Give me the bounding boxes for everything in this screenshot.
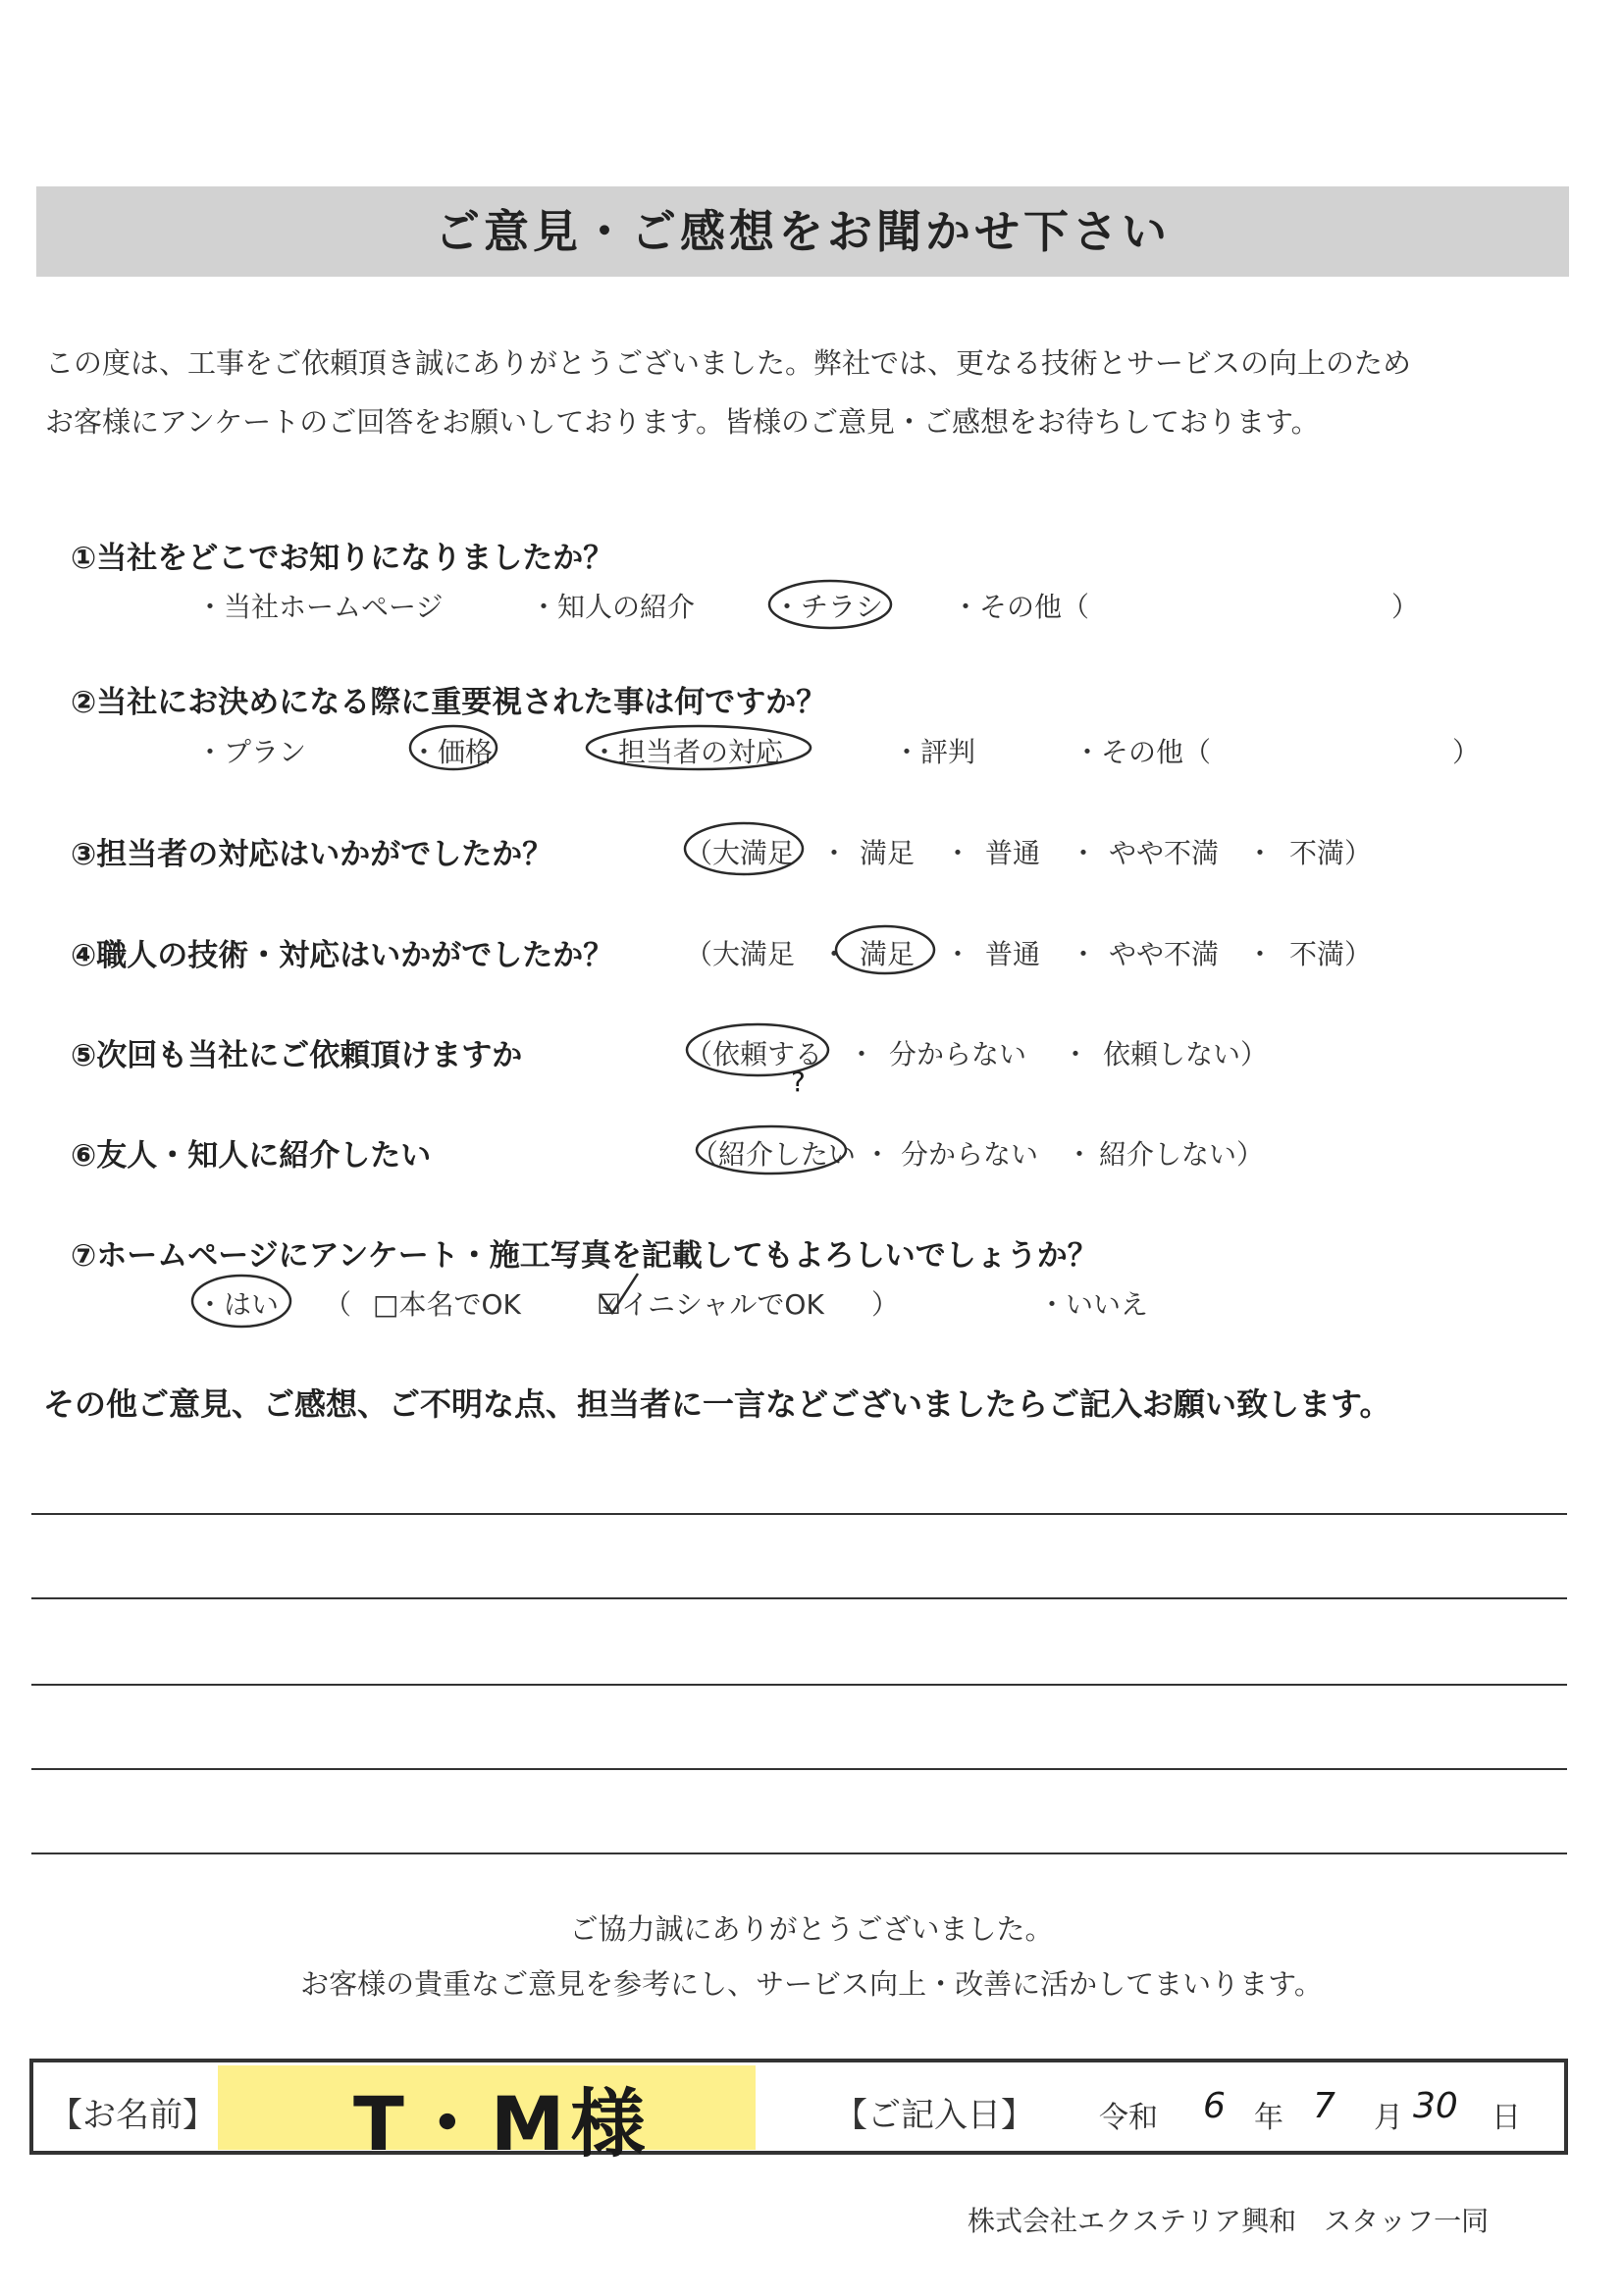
question-7-label: ⑦ホームページにアンケート・施工写真を記載してもよろしいでしょうか？ (71, 1238, 1098, 1274)
date-day[interactable]: 30 (1413, 2086, 1458, 2126)
date-era: 令和 (1099, 2101, 1158, 2135)
intro-line-2: お客様にアンケートのご回答をお願いしております。皆様のご意見・ご感想をお待ちしております。 (45, 405, 1320, 439)
circle-q5-will-request (687, 1024, 828, 1075)
date-year[interactable]: 6 (1203, 2086, 1226, 2126)
q3-separator-4: ・ (1246, 837, 1275, 869)
q4-separator-2: ・ (944, 938, 972, 970)
circle-q3-very-satisfied (685, 823, 803, 874)
page-title: ご意見・ご感想をお聞かせ下さい (36, 186, 1569, 277)
date-month[interactable]: 7 (1313, 2086, 1335, 2126)
q4-separator-4: ・ (1246, 938, 1275, 970)
q5-separator-2: ・ (1062, 1038, 1090, 1070)
name-label: 【お名前】 (49, 2096, 216, 2135)
q5-separator-1: ・ (848, 1038, 876, 1070)
name-value[interactable]: T・M様 (353, 2080, 652, 2167)
circle-q4-satisfied (836, 926, 934, 973)
date-day-unit: 日 (1492, 2101, 1521, 2135)
q5-option-will-request[interactable]: （依頼する (685, 1038, 823, 1070)
circle-q2-price (410, 726, 497, 769)
q6-option-will-not-refer[interactable]: 紹介しない） (1099, 1138, 1265, 1171)
q7-checkbox-initials[interactable]: ☑イニシャルでOK (597, 1288, 824, 1321)
q3-option-dissatisfied[interactable]: 不満） (1289, 837, 1373, 869)
q5-handwritten-question-mark: ? (791, 1066, 806, 1098)
company-footer: 株式会社エクステリア興和 スタッフ一同 (968, 2205, 1490, 2237)
comments-heading: その他ご意見、ご感想、ご不明な点、担当者に一言などございましたらご記入お願い致します。 (43, 1385, 1391, 1423)
q3-option-satisfied[interactable]: 満足 (860, 837, 916, 869)
question-2-label: ②当社にお決めになる際に重要視された事は何ですか？ (71, 685, 827, 720)
q4-separator-3: ・ (1070, 938, 1098, 970)
q6-separator-2: ・ (1066, 1138, 1094, 1171)
q2-option-plan[interactable]: ・プラン (196, 736, 307, 768)
thanks-line-2: お客様の貴重なご意見を参考にし、サービス向上・改善に活かしてまいります。 (300, 1967, 1323, 2001)
q4-option-neutral[interactable]: 普通 (985, 938, 1041, 970)
q5-option-will-not-request[interactable]: 依頼しない） (1103, 1038, 1269, 1070)
q7-paren-close: ） (871, 1288, 900, 1321)
q1-option-other-close: ） (1391, 591, 1420, 623)
q3-option-very-satisfied[interactable]: （大満足 (685, 837, 796, 869)
q2-option-other[interactable]: ・その他（ (1073, 736, 1212, 768)
thanks-line-1: ご協力誠にありがとうございました。 (569, 1912, 1054, 1946)
question-1-label: ①当社をどこでお知りになりましたか？ (71, 541, 614, 576)
q6-option-want-to-refer[interactable]: （紹介したい (691, 1138, 857, 1171)
circle-q6-want-to-refer (697, 1126, 846, 1174)
question-3-label: ③担当者の対応はいかがでしたか？ (71, 837, 553, 872)
q4-option-dissatisfied[interactable]: 不満） (1289, 938, 1373, 970)
q7-paren-open: （ (324, 1288, 352, 1321)
date-month-unit: 月 (1374, 2101, 1403, 2135)
q1-option-flyer[interactable]: ・チラシ (773, 591, 884, 623)
circle-q7-yes (192, 1276, 290, 1327)
q7-option-yes[interactable]: ・はい (196, 1288, 280, 1321)
intro-line-1: この度は、工事をご依頼頂き誠にありがとうございました。弊社では、更なる技術とサービスの向上のため (45, 346, 1412, 380)
q4-separator-1: ・ (820, 938, 849, 970)
q1-option-homepage[interactable]: ・当社ホームページ (196, 591, 444, 623)
q4-option-satisfied[interactable]: 満足 (860, 938, 916, 970)
circle-q2-staff (587, 726, 811, 769)
q7-checkbox-real-name[interactable]: □本名でOK (373, 1288, 521, 1321)
q2-option-staff-response[interactable]: ・担当者の対応 (591, 736, 784, 768)
q3-separator-3: ・ (1070, 837, 1098, 869)
date-year-unit: 年 (1254, 2101, 1283, 2135)
q3-option-neutral[interactable]: 普通 (985, 837, 1041, 869)
question-6-label: ⑥友人・知人に紹介したい (71, 1138, 432, 1174)
question-4-label: ④職人の技術・対応はいかがでしたか？ (71, 938, 614, 973)
q2-option-other-close: ） (1452, 736, 1481, 768)
q7-option-no[interactable]: ・いいえ (1038, 1288, 1149, 1321)
q5-option-unsure[interactable]: 分からない (889, 1038, 1027, 1070)
q4-option-very-satisfied[interactable]: （大満足 (685, 938, 796, 970)
date-label: 【ご記入日】 (834, 2096, 1034, 2135)
q3-option-somewhat-dissatisfied[interactable]: やや不満 (1109, 837, 1220, 869)
q6-separator-1: ・ (864, 1138, 892, 1171)
q1-option-other[interactable]: ・その他（ (952, 591, 1090, 623)
q4-option-somewhat-dissatisfied[interactable]: やや不満 (1109, 938, 1220, 970)
q2-option-price[interactable]: ・価格 (410, 736, 494, 768)
q3-separator-1: ・ (820, 837, 849, 869)
q3-separator-2: ・ (944, 837, 972, 869)
question-5-label: ⑤次回も当社にご依頼頂けますか (71, 1038, 523, 1073)
check-q7-initials (601, 1274, 638, 1313)
q1-option-referral[interactable]: ・知人の紹介 (530, 591, 696, 623)
circle-q1-flyer (769, 581, 891, 628)
q6-option-unsure[interactable]: 分からない (901, 1138, 1039, 1171)
q2-option-reputation[interactable]: ・評判 (893, 736, 976, 768)
